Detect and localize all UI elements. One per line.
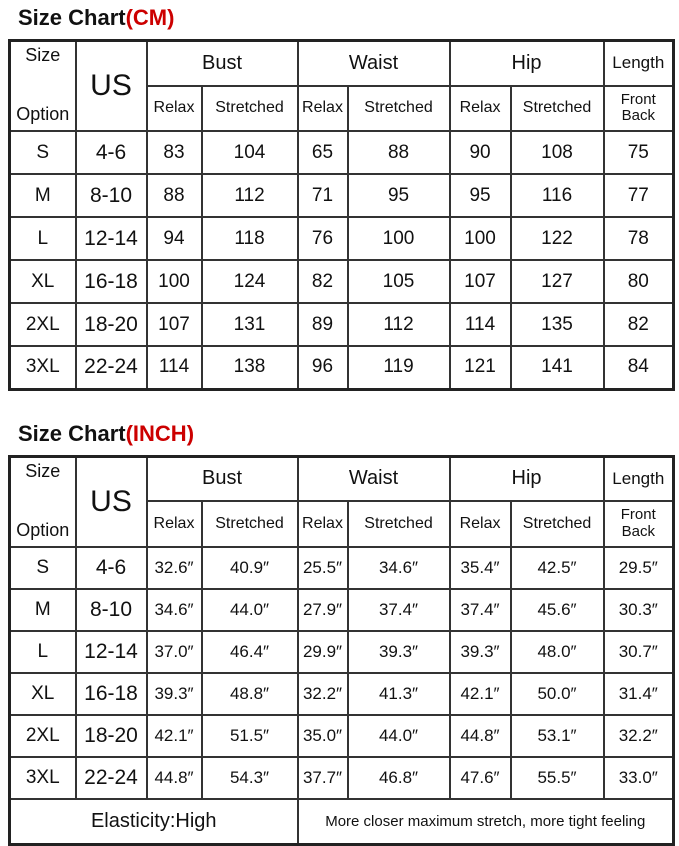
value-cell: 118: [202, 217, 298, 260]
size-cell: 2XL: [10, 303, 76, 346]
inch-title-prefix: Size Chart: [18, 421, 126, 446]
value-cell: 46.8″: [348, 757, 450, 799]
value-cell: 141: [511, 346, 604, 389]
value-cell: 30.7″: [604, 631, 674, 673]
value-cell: 34.6″: [147, 589, 202, 631]
value-cell: 42.1″: [450, 673, 511, 715]
value-cell: 121: [450, 346, 511, 389]
inch-header-bust-stretched: Stretched: [202, 501, 298, 546]
value-cell: 25.5″: [298, 547, 348, 589]
cm-header-waist-stretched: Stretched: [348, 86, 450, 131]
size-cell: XL: [10, 673, 76, 715]
value-cell: 54.3″: [202, 757, 298, 799]
size-cell: S: [10, 547, 76, 589]
value-cell: 124: [202, 260, 298, 303]
us-cell: 16-18: [76, 673, 147, 715]
option-label: Option: [16, 104, 69, 125]
cm-header-bust-stretched: Stretched: [202, 86, 298, 131]
inch-header-waist-stretched: Stretched: [348, 501, 450, 546]
inch-header-us: US: [76, 456, 147, 547]
size-cell: 3XL: [10, 757, 76, 799]
size-cell: 3XL: [10, 346, 76, 389]
value-cell: 37.4″: [450, 589, 511, 631]
value-cell: 105: [348, 260, 450, 303]
value-cell: 39.3″: [450, 631, 511, 673]
option-label: Option: [16, 520, 69, 541]
size-option-label: [11, 42, 75, 130]
value-cell: 95: [348, 174, 450, 217]
value-cell: 114: [450, 303, 511, 346]
value-cell: 96: [298, 346, 348, 389]
value-cell: 48.0″: [511, 631, 604, 673]
cm-chart-title: [18, 5, 679, 31]
inch-title-unit: (INCH): [126, 421, 194, 446]
table-row: [10, 346, 674, 389]
inch-header-hip-relax: Relax: [450, 501, 511, 546]
cm-title-prefix: Size Chart: [18, 5, 126, 30]
value-cell: 114: [147, 346, 202, 389]
value-cell: 34.6″: [348, 547, 450, 589]
value-cell: 82: [298, 260, 348, 303]
size-cell: XL: [10, 260, 76, 303]
table-row: [10, 547, 674, 589]
size-option-label: [11, 458, 75, 546]
value-cell: 37.4″: [348, 589, 450, 631]
value-cell: 112: [348, 303, 450, 346]
size-cell: 2XL: [10, 715, 76, 757]
value-cell: 44.8″: [147, 757, 202, 799]
value-cell: 95: [450, 174, 511, 217]
value-cell: 122: [511, 217, 604, 260]
value-cell: 31.4″: [604, 673, 674, 715]
inch-header-bust-relax: Relax: [147, 501, 202, 546]
size-label: Size: [25, 461, 60, 482]
us-cell: 4-6: [76, 131, 147, 174]
inch-header-hip: Hip: [450, 456, 604, 501]
inch-header-bust: Bust: [147, 456, 298, 501]
us-cell: 12-14: [76, 217, 147, 260]
table-row: [10, 217, 674, 260]
value-cell: 82: [604, 303, 674, 346]
value-cell: 119: [348, 346, 450, 389]
value-cell: 71: [298, 174, 348, 217]
value-cell: 48.8″: [202, 673, 298, 715]
value-cell: 83: [147, 131, 202, 174]
inch-header-hip-stretched: Stretched: [511, 501, 604, 546]
table-row: [10, 673, 674, 715]
inch-header-size-option: [10, 456, 76, 547]
us-cell: 18-20: [76, 303, 147, 346]
value-cell: 94: [147, 217, 202, 260]
value-cell: 46.4″: [202, 631, 298, 673]
value-cell: 51.5″: [202, 715, 298, 757]
value-cell: 108: [511, 131, 604, 174]
value-cell: 65: [298, 131, 348, 174]
value-cell: 32.2″: [298, 673, 348, 715]
value-cell: 30.3″: [604, 589, 674, 631]
value-cell: 89: [298, 303, 348, 346]
value-cell: 32.2″: [604, 715, 674, 757]
value-cell: 35.4″: [450, 547, 511, 589]
value-cell: 116: [511, 174, 604, 217]
value-cell: 39.3″: [147, 673, 202, 715]
value-cell: 75: [604, 131, 674, 174]
value-cell: 104: [202, 131, 298, 174]
value-cell: 135: [511, 303, 604, 346]
value-cell: 55.5″: [511, 757, 604, 799]
cm-header-length: Length: [604, 41, 674, 86]
cm-header-us: US: [76, 41, 147, 132]
value-cell: 27.9″: [298, 589, 348, 631]
value-cell: 35.0″: [298, 715, 348, 757]
size-cell: M: [10, 589, 76, 631]
front-label: Front: [621, 506, 656, 523]
table-row: [10, 174, 674, 217]
us-cell: 8-10: [76, 589, 147, 631]
us-cell: 8-10: [76, 174, 147, 217]
value-cell: 47.6″: [450, 757, 511, 799]
cm-size-table: [8, 39, 675, 391]
value-cell: 100: [348, 217, 450, 260]
value-cell: 37.7″: [298, 757, 348, 799]
cm-header-front-back: [604, 86, 674, 131]
inch-header-front-back: [604, 501, 674, 546]
table-row: [10, 131, 674, 174]
value-cell: 41.3″: [348, 673, 450, 715]
value-cell: 29.5″: [604, 547, 674, 589]
value-cell: 33.0″: [604, 757, 674, 799]
cm-header-waist: Waist: [298, 41, 450, 86]
inch-header-row-1: [10, 456, 674, 501]
stretch-note: More closer maximum stretch, more tight feeling: [298, 799, 674, 845]
value-cell: 100: [147, 260, 202, 303]
back-label: Back: [622, 523, 655, 540]
value-cell: 80: [604, 260, 674, 303]
size-label: Size: [25, 45, 60, 66]
value-cell: 45.6″: [511, 589, 604, 631]
value-cell: 44.0″: [348, 715, 450, 757]
table-row: [10, 260, 674, 303]
footer-row: [10, 799, 674, 845]
value-cell: 78: [604, 217, 674, 260]
elasticity-note: Elasticity:High: [10, 799, 298, 845]
size-cell: L: [10, 217, 76, 260]
cm-header-waist-relax: Relax: [298, 86, 348, 131]
value-cell: 39.3″: [348, 631, 450, 673]
value-cell: 100: [450, 217, 511, 260]
value-cell: 84: [604, 346, 674, 389]
cm-header-row-1: [10, 41, 674, 86]
cm-header-size-option: [10, 41, 76, 132]
value-cell: 37.0″: [147, 631, 202, 673]
value-cell: 107: [147, 303, 202, 346]
value-cell: 88: [348, 131, 450, 174]
value-cell: 42.5″: [511, 547, 604, 589]
value-cell: 42.1″: [147, 715, 202, 757]
us-cell: 18-20: [76, 715, 147, 757]
value-cell: 32.6″: [147, 547, 202, 589]
value-cell: 76: [298, 217, 348, 260]
inch-header-waist-relax: Relax: [298, 501, 348, 546]
value-cell: 131: [202, 303, 298, 346]
cm-header-hip-stretched: Stretched: [511, 86, 604, 131]
value-cell: 88: [147, 174, 202, 217]
table-row: [10, 631, 674, 673]
inch-chart-title: [18, 421, 679, 447]
inch-size-table: [8, 455, 675, 846]
cm-header-bust: Bust: [147, 41, 298, 86]
value-cell: 44.0″: [202, 589, 298, 631]
value-cell: 138: [202, 346, 298, 389]
size-cell: S: [10, 131, 76, 174]
table-row: [10, 757, 674, 799]
us-cell: 4-6: [76, 547, 147, 589]
us-cell: 16-18: [76, 260, 147, 303]
inch-header-length: Length: [604, 456, 674, 501]
value-cell: 90: [450, 131, 511, 174]
value-cell: 112: [202, 174, 298, 217]
table-row: [10, 303, 674, 346]
us-cell: 22-24: [76, 346, 147, 389]
us-cell: 22-24: [76, 757, 147, 799]
value-cell: 77: [604, 174, 674, 217]
value-cell: 50.0″: [511, 673, 604, 715]
inch-header-waist: Waist: [298, 456, 450, 501]
table-row: [10, 715, 674, 757]
value-cell: 127: [511, 260, 604, 303]
cm-title-unit: (CM): [126, 5, 175, 30]
cm-header-hip-relax: Relax: [450, 86, 511, 131]
value-cell: 44.8″: [450, 715, 511, 757]
cm-header-hip: Hip: [450, 41, 604, 86]
value-cell: 53.1″: [511, 715, 604, 757]
value-cell: 40.9″: [202, 547, 298, 589]
size-cell: M: [10, 174, 76, 217]
cm-header-bust-relax: Relax: [147, 86, 202, 131]
value-cell: 29.9″: [298, 631, 348, 673]
table-row: [10, 589, 674, 631]
value-cell: 107: [450, 260, 511, 303]
front-label: Front: [621, 91, 656, 108]
size-cell: L: [10, 631, 76, 673]
us-cell: 12-14: [76, 631, 147, 673]
back-label: Back: [622, 107, 655, 124]
